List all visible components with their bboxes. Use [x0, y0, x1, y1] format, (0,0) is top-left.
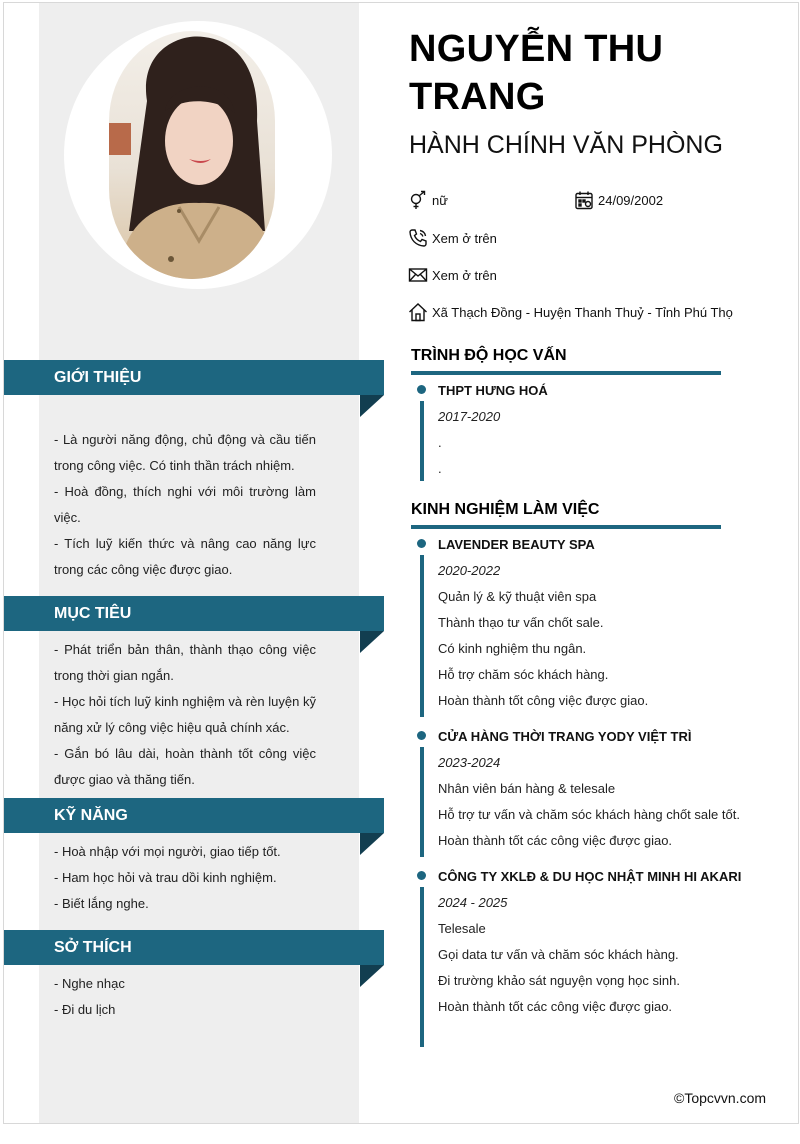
- education-note: .: [438, 461, 442, 476]
- timeline-dot: [417, 731, 426, 740]
- gender-value: nữ: [432, 192, 448, 208]
- hobbies-text: [54, 971, 316, 1023]
- timeline-line: [420, 887, 424, 1047]
- intro-line: - Tích luỹ kiến thức và nâng cao năng lực trong các công việc được giao.: [54, 536, 316, 577]
- timeline-line: [420, 555, 424, 717]
- timeline-line: [420, 401, 424, 481]
- education-entry: [438, 378, 768, 482]
- hobbies-line: - Đi du lịch: [54, 1002, 116, 1017]
- gender-row: [408, 190, 448, 210]
- timeline-line: [420, 747, 424, 857]
- birthday-row: [574, 190, 663, 210]
- ribbon-fold-goals: [360, 631, 384, 653]
- birthday-value: 24/09/2002: [598, 192, 664, 208]
- goals-line: - Phát triển bản thân, thành thạo công việc trong thời gian ngắn.: [54, 642, 316, 683]
- skills-line: - Ham học hỏi và trau dồi kinh nghiệm.: [54, 870, 277, 885]
- intro-line: - Hoà đồng, thích nghi với môi trường làm việc.: [54, 484, 316, 525]
- phone-row: [408, 228, 497, 248]
- hobbies-line: - Nghe nhạc: [54, 976, 125, 991]
- job-entry: [438, 532, 768, 714]
- section-header-goals: MỤC TIÊU: [4, 596, 384, 631]
- intro-line: - Là người năng động, chủ động và cầu tiến trong công việc. Có tinh thần trách nhiệm.: [54, 432, 316, 473]
- timeline-dot: [417, 539, 426, 548]
- job-line: Đi trường khảo sát nguyện vọng học sinh.: [438, 973, 680, 988]
- job-line: Hỗ trợ chăm sóc khách hàng.: [438, 667, 609, 682]
- job-line: Hoàn thành tốt công việc được giao.: [438, 693, 649, 708]
- job-period: 2023-2024: [438, 755, 501, 770]
- job-line: Thành thạo tư vấn chốt sale.: [438, 615, 604, 630]
- education-header: TRÌNH ĐỘ HỌC VẤN: [411, 347, 721, 375]
- job-line: Telesale: [438, 921, 486, 936]
- ribbon-fold-intro: [360, 395, 384, 417]
- footer-credit: ©Topcvvn.com: [674, 1090, 767, 1106]
- gender-icon: [408, 190, 428, 210]
- company-name: LAVENDER BEAUTY SPA: [438, 537, 595, 552]
- email-row: [408, 265, 497, 285]
- experience-header: KINH NGHIỆM LÀM VIỆC: [411, 501, 721, 529]
- goals-line: - Học hỏi tích luỹ kinh nghiệm và rèn luyện kỹ năng xử lý công việc hiệu quả chính xác.: [54, 694, 316, 735]
- ribbon-fold-hobbies: [360, 965, 384, 987]
- job-line: Nhân viên bán hàng & telesale: [438, 781, 616, 796]
- phone-value: Xem ở trên: [432, 230, 497, 246]
- job-period: 2024 - 2025: [438, 895, 508, 910]
- intro-text: [54, 427, 316, 583]
- skills-line: - Biết lắng nghe.: [54, 896, 149, 911]
- job-title: HÀNH CHÍNH VĂN PHÒNG: [409, 131, 723, 159]
- job-line: Có kinh nghiệm thu ngân.: [438, 641, 587, 656]
- timeline-dot: [417, 871, 426, 880]
- skills-text: [54, 839, 316, 917]
- phone-icon: [408, 228, 428, 248]
- goals-text: [54, 637, 316, 793]
- address-value: Xã Thạch Đồng - Huyện Thanh Thuỷ - Tỉnh Phú Thọ: [432, 304, 733, 320]
- job-line: Hoàn thành tốt các công việc được giao.: [438, 999, 673, 1014]
- avatar: [109, 31, 275, 279]
- email-icon: [408, 265, 428, 285]
- job-period: 2020-2022: [438, 563, 501, 578]
- address-row: [408, 302, 733, 322]
- job-entry: [438, 864, 768, 1020]
- job-line: Hỗ trợ tư vấn và chăm sóc khách hàng chốt sale tốt.: [438, 807, 740, 822]
- goals-line: - Gắn bó lâu dài, hoàn thành tốt công việc được giao và thăng tiến.: [54, 746, 316, 787]
- candidate-name: NGUYỄN THU TRANG: [409, 28, 664, 118]
- education-period: 2017-2020: [438, 409, 501, 424]
- job-line: Hoàn thành tốt các công việc được giao.: [438, 833, 673, 848]
- education-note: .: [438, 435, 442, 450]
- email-value: Xem ở trên: [432, 267, 497, 283]
- job-line: Quản lý & kỹ thuật viên spa: [438, 589, 597, 604]
- section-header-skills: KỸ NĂNG: [4, 798, 384, 833]
- cv-page: [3, 2, 799, 1124]
- section-header-hobbies: SỞ THÍCH: [4, 930, 384, 965]
- skills-line: - Hoà nhập với mọi người, giao tiếp tốt.: [54, 844, 281, 859]
- company-name: CÔNG TY XKLĐ & DU HỌC NHẬT MINH HI AKARI: [438, 869, 742, 884]
- job-line: Gọi data tư vấn và chăm sóc khách hàng.: [438, 947, 679, 962]
- section-header-intro: GIỚI THIỆU: [4, 360, 384, 395]
- job-entry: [438, 724, 768, 854]
- home-icon: [408, 302, 428, 322]
- company-name: CỬA HÀNG THỜI TRANG YODY VIỆT TRÌ: [438, 729, 692, 744]
- ribbon-fold-skills: [360, 833, 384, 855]
- calendar-icon: [574, 190, 594, 210]
- timeline-dot: [417, 385, 426, 394]
- school-name: THPT HƯNG HOÁ: [438, 383, 548, 398]
